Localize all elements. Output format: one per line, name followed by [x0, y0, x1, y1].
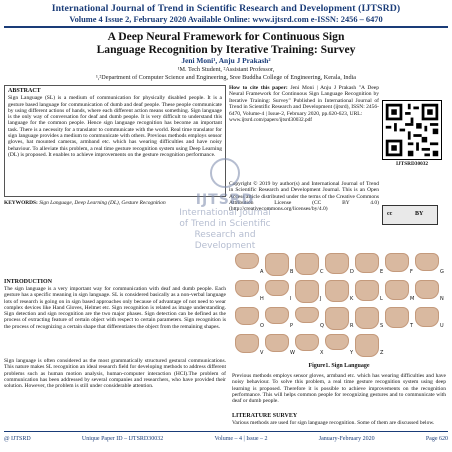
introduction-para1: The sign language is a very important way for communication with deaf and dumb people. Each gesture has a specific meaning in sign language. SL is considered basically as a non-verbal language lots of research is going on in sign based approaches only because of advantage of not need to wear complex devices like Hand Gloves, Helmet etc. Sign recognition is related as image understanding. Sign detection and sign recognition are the two major phases. Sign detection can be defined as the process of extracting feature of certain object with respect to certain parameters. Sign recognition is the process of recognizing a certain shape that differentiates the object from the remaining shapes.: [4, 286, 226, 330]
hand-sign-t-icon: [385, 307, 409, 328]
footer-rule: [4, 431, 448, 432]
hand-sign-label: T: [410, 323, 414, 329]
hand-sign-a-icon: [235, 253, 259, 269]
hand-sign-label: V: [260, 350, 264, 356]
copyright-text: Copyright © 2019 by author(s) and International Journal of Trend in Scientific Research and Development Journal. This is an Open Access article distributed under the terms of the Creative Commons Attribution License (CC BY 4.0) (http://creativecommons.org/licenses/by/4.0): [229, 181, 379, 213]
hand-sign-y-icon: [325, 334, 349, 350]
footer-left: @ IJTSRD: [4, 436, 31, 442]
hand-sign-n-icon: [415, 280, 439, 299]
footer: [4, 436, 448, 442]
hand-sign-label: G: [440, 269, 444, 275]
hand-sign-label: W: [290, 350, 295, 356]
footer-volume: Volume – 4 | Issue – 2: [214, 436, 268, 442]
abstract-heading: ABSTRACT: [8, 88, 41, 94]
hand-sign-j-icon: [295, 280, 322, 303]
hand-sign-x-icon: [295, 334, 319, 351]
right-body-para: Previous methods employs sensor gloves, armband etc. which has wearing difficulties and have noisy behaviour. To solve this problem, a real time gesture recognition system using deep learning is proposed. Therefore it is possible to achieve improvements on the recognition performance. This will helps common people for recognizing gestures and to communicate with deaf or dumb people.: [232, 373, 446, 405]
paper-title-line1: A Deep Neural Framework for Continuous Sign: [107, 30, 345, 43]
hand-sign-e-icon: [355, 253, 379, 273]
cc-license-badge[interactable]: [382, 205, 438, 225]
keywords-label: KEYWORDS:: [4, 200, 38, 206]
figure-caption: Figure1. Sign Language: [308, 363, 370, 369]
hand-sign-f-icon: [385, 253, 409, 272]
hand-sign-g-icon: [415, 253, 439, 271]
header-rule: [4, 26, 448, 28]
hand-sign-label: M: [410, 296, 415, 302]
hand-sign-label: I: [290, 296, 292, 302]
literature-survey-heading: LITERATURE SURVEY: [232, 413, 298, 419]
hand-sign-label: L: [380, 296, 383, 302]
hand-sign-m-icon: [385, 280, 409, 300]
introduction-heading: INTRODUCTION: [4, 279, 53, 285]
keywords-text: Sign Language, Deep Learning (DL), Gesture Recognition: [39, 200, 166, 206]
watermark-line4: Development: [194, 241, 256, 251]
footer-page: Page 620: [425, 436, 448, 442]
hand-sign-d-icon: [325, 253, 349, 274]
watermark-logo-icon: [210, 158, 240, 188]
hand-sign-c-icon: [295, 253, 319, 275]
sign-language-figure: [232, 252, 446, 363]
hand-sign-label: C: [320, 269, 324, 275]
hand-sign-h-icon: [235, 280, 259, 297]
watermark-line1: International Journal: [179, 208, 271, 218]
hand-sign-label: O: [260, 323, 264, 329]
hand-sign-u-icon: [415, 307, 439, 327]
literature-survey-text: Various methods are used for sign language recognition. Some of them are discussed below.: [232, 420, 435, 426]
hand-sign-label: N: [440, 296, 444, 302]
hand-sign-o-icon: [235, 307, 259, 325]
affiliation-line1: ¹M. Tech Student, ²Assistant Professor,: [177, 66, 275, 73]
hand-sign-k-icon: [325, 280, 349, 302]
citation-heading: How to cite this paper:: [229, 85, 288, 91]
hand-sign-label: Y: [350, 350, 354, 356]
hand-sign-b-icon: [265, 253, 289, 276]
hand-sign-label: H: [260, 296, 264, 302]
hand-sign-q-icon: [295, 307, 319, 323]
hand-sign-label: B: [290, 269, 294, 275]
paper-id-label: IJTSRD30032: [395, 161, 429, 167]
qr-code-icon: [382, 100, 442, 160]
by-badge-text: BY: [415, 211, 424, 217]
introduction-para2: Sign language is often considered as the most grammatically structured gestural communications. This nature makes SL recognition an ideal research field for developing methods to address different problems such as human motion analysis, human-computer interaction (HCI).The problem of communication has been addressed by several companies and researchers, who have provided their solution. However, the problem is still under considerable attention.: [4, 358, 226, 390]
hand-sign-label: E: [380, 269, 384, 275]
hand-sign-r-icon: [325, 307, 349, 330]
watermark-line2: of Trend in Scientific: [179, 219, 271, 229]
hand-sign-label: S: [380, 323, 384, 329]
journal-title: International Journal of Trend in Scientific Research and Development (IJTSRD): [51, 3, 401, 14]
issue-line: Volume 4 Issue 2, February 2020 Available Online: www.ijtsrd.com e-ISSN: 2456 – 6470: [69, 15, 383, 24]
hand-sign-l-icon: [355, 280, 379, 301]
hand-sign-label: U: [440, 323, 444, 329]
footer-date: January-February 2020: [318, 436, 375, 442]
hand-sign-label: Z: [380, 350, 384, 356]
authors: Jeni Moni¹, Anju J Prakash²: [181, 56, 271, 65]
affiliation-line2: ¹,²Department of Computer Science and Engineering, Sree Buddha College of Engineering, Kerala, India: [95, 74, 357, 81]
paper-title-line2: Language Recognition by Iterative Training: Survey: [96, 43, 356, 56]
cc-badge-text: cc: [387, 211, 393, 217]
footer-paper-id: Unique Paper ID – IJTSRD30032: [81, 436, 164, 442]
watermark-line3: Research and: [194, 230, 256, 240]
hand-sign-label: J: [320, 296, 322, 302]
citation-url[interactable]: www.ijtsrd.com/papers/ijtsrd30032.pdf: [229, 117, 313, 124]
hand-sign-label: Q: [320, 323, 324, 329]
hand-sign-z-icon: [355, 334, 379, 357]
watermark: [150, 158, 300, 252]
hand-sign-s-icon: [355, 307, 379, 329]
hand-sign-p-icon: [265, 307, 289, 324]
hand-sign-w-icon: [265, 334, 289, 352]
hand-sign-label: K: [350, 296, 354, 302]
hand-sign-label: D: [350, 269, 354, 275]
hand-sign-label: A: [260, 269, 264, 275]
hand-sign-v-icon: [235, 334, 259, 353]
watermark-brand: IJTSRD: [195, 192, 255, 208]
hand-sign-label: X: [320, 350, 324, 356]
abstract-text: Sign Language (SL) is a medium of communication for physically disabled people. It is a gesture based language for communication of dumb and deaf people. These people communicate by using different actions of hands, where each different action means something. Sign language is the only way of conversation for deaf and dumb people. It is very difficult to understand this language for the common people. Hence sign language recognition has become an important task. There is a necessity for a translator to communicate with the world. Real time translator for sign language provides a medium to communicate with others. Previous methods employs sensor gloves, hat mounted cameras, armband etc. which has wearing difficulties and have noisy behaviour. To alleviate this problem, a real time gesture recognition system using Deep Learning (DL) is proposed. It enables to achieve improvements on the gesture recognition performance.: [8, 95, 223, 158]
hand-sign-label: F: [410, 269, 413, 275]
hand-sign-i-icon: [265, 280, 289, 296]
citation-text: Jeni Moni | Anju J Prakash "A Deep Neural Framework for Continuous Sign Language Recognition by Iterative Training: Survey" Published in International Journal of Trend in Scientific Research and Development (ijtsrd), ISSN: 2456-6470, Volume-4 | Issue-2, February 2020, pp.620-623, URL:: [229, 85, 380, 117]
hand-sign-label: R: [350, 323, 354, 329]
hand-sign-label: P: [290, 323, 294, 329]
